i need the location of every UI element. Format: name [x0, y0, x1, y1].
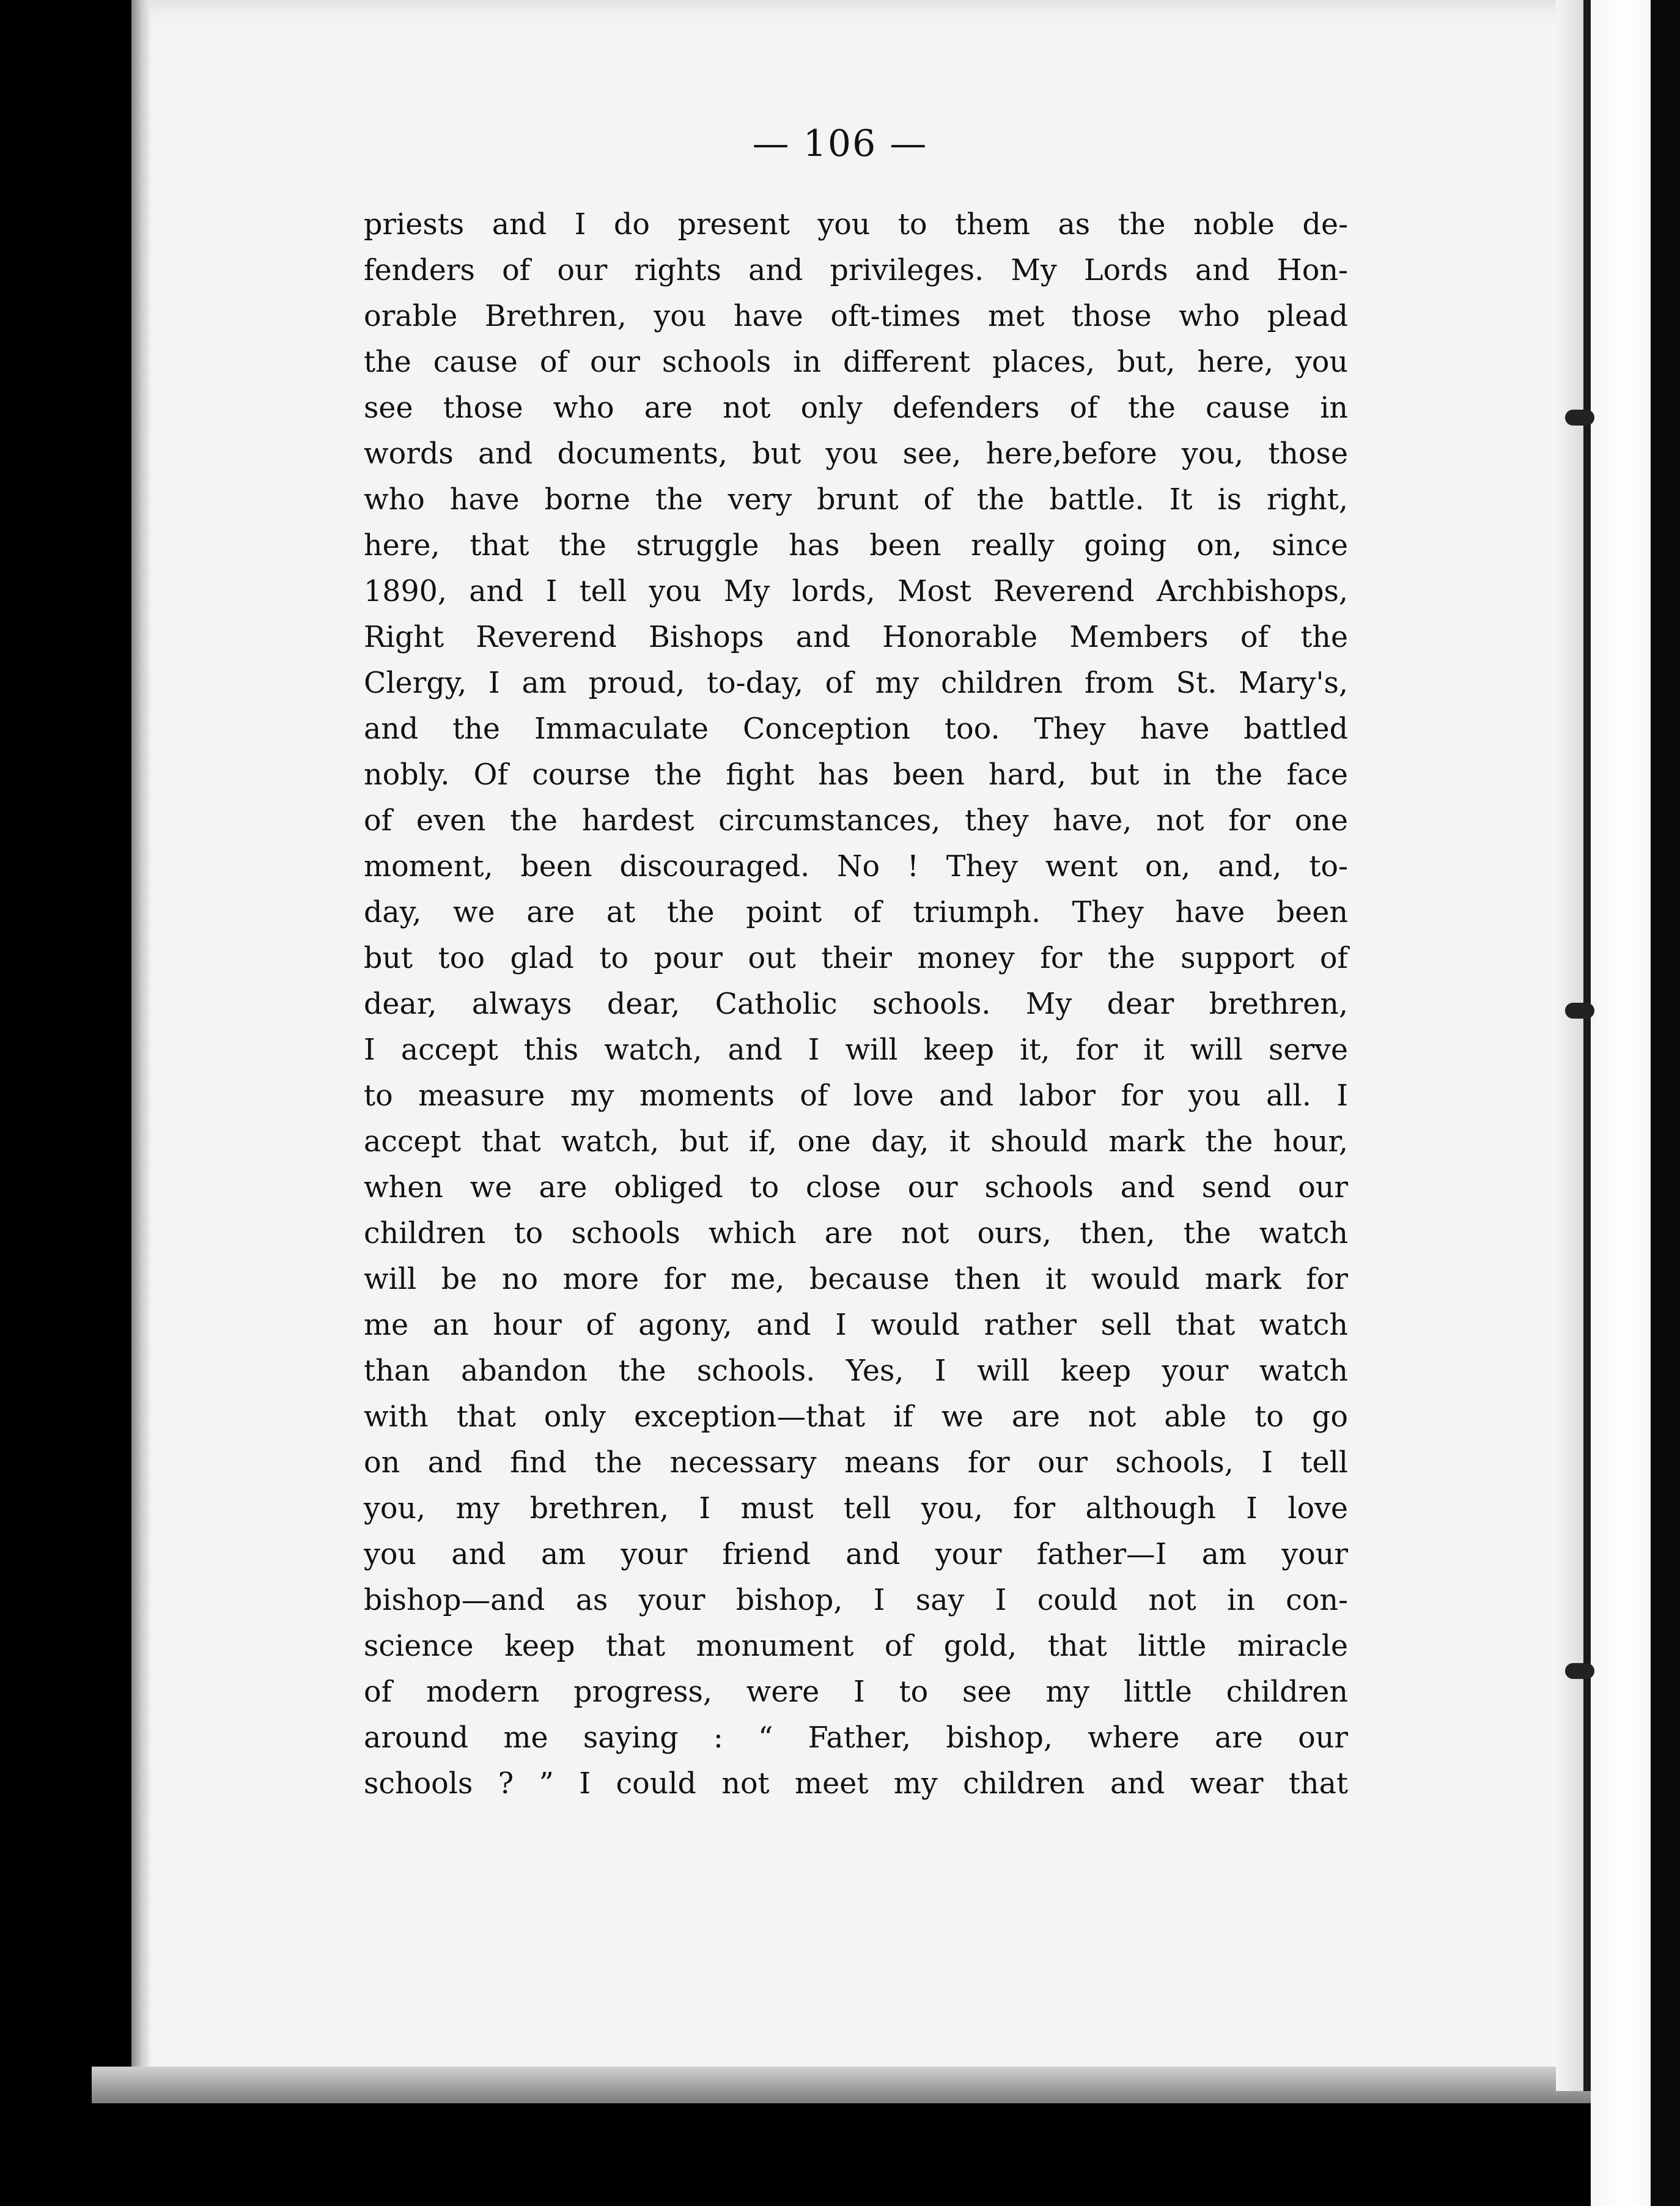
text-line: with that only exception—that if we are not able to go [364, 1400, 1348, 1434]
text-line: see those who are not only defenders of the cause in [364, 391, 1348, 425]
text-line: bishop—and as your bishop, I say I could not in con- [364, 1584, 1348, 1617]
text-line: accept that watch, but if, one day, it should mark the hour, [364, 1125, 1348, 1159]
text-line: around me saying : “ Father, bishop, where are our [364, 1721, 1348, 1755]
text-line: 1890, and I tell you My lords, Most Reverend Archbishops, [364, 575, 1348, 608]
text-line: priests and I do present you to them as the noble de- [364, 208, 1348, 242]
text-line: me an hour of agony, and I would rather sell that watch [364, 1308, 1348, 1342]
text-line: you and am your friend and your father—I am your [364, 1538, 1348, 1571]
text-line: you, my brethren, I must tell you, for although I love [364, 1492, 1348, 1525]
text-line: who have borne the very brunt of the battle. It is right, [364, 483, 1348, 517]
page-bottom-edge [92, 2067, 1614, 2103]
binding-stitch [1565, 1663, 1594, 1679]
text-line: nobly. Of course the fight has been hard, but in the face [364, 758, 1348, 792]
text-line: schools ? ” I could not meet my children and wear that [364, 1767, 1348, 1801]
text-line: than abandon the schools. Yes, I will keep your watch [364, 1354, 1348, 1388]
text-line: Clergy, I am proud, to-day, of my children from St. Mary's, [364, 666, 1348, 700]
text-line: of modern progress, were I to see my little children [364, 1675, 1348, 1709]
text-line: children to schools which are not ours, then, the watch [364, 1217, 1348, 1250]
body-text [364, 202, 1348, 1807]
text-line: on and find the necessary means for our schools, I tell [364, 1446, 1348, 1480]
text-line: here, that the struggle has been really going on, since [364, 529, 1348, 563]
text-line: orable Brethren, you have oft-times met those who plead [364, 300, 1348, 333]
binding-spine [1583, 0, 1591, 2091]
scan-border-right [1651, 0, 1680, 2206]
text-line: I accept this watch, and I will keep it, for it will serve [364, 1033, 1348, 1067]
text-line: to measure my moments of love and labor for you all. I [364, 1079, 1348, 1113]
page-number: — 106 — [752, 122, 928, 165]
text-line: when we are obliged to close our schools and send our [364, 1171, 1348, 1204]
text-line: but too glad to pour out their money for the support of [364, 942, 1348, 975]
page-left-edge [131, 0, 150, 2091]
text-line: dear, always dear, Catholic schools. My dear brethren, [364, 987, 1348, 1021]
binding-stitch [1565, 410, 1594, 426]
text-line: words and documents, but you see, here,before you, those [364, 437, 1348, 471]
text-line: day, we are at the point of triumph. They have been [364, 896, 1348, 929]
text-line: moment, been discouraged. No ! They went on, and, to- [364, 850, 1348, 884]
text-line: the cause of our schools in different places, but, here, you [364, 345, 1348, 379]
text-line: Right Reverend Bishops and Honorable Members of the [364, 621, 1348, 654]
text-line: science keep that monument of gold, that little miracle [364, 1629, 1348, 1663]
text-line: fenders of our rights and privileges. My Lords and Hon- [364, 254, 1348, 287]
binding-stitch [1565, 1003, 1594, 1019]
text-line: will be no more for me, because then it would mark for [364, 1263, 1348, 1296]
binding-gutter [1556, 0, 1583, 2091]
text-line: of even the hardest circumstances, they have, not for one [364, 804, 1348, 838]
text-line: and the Immaculate Conception too. They have battled [364, 712, 1348, 746]
